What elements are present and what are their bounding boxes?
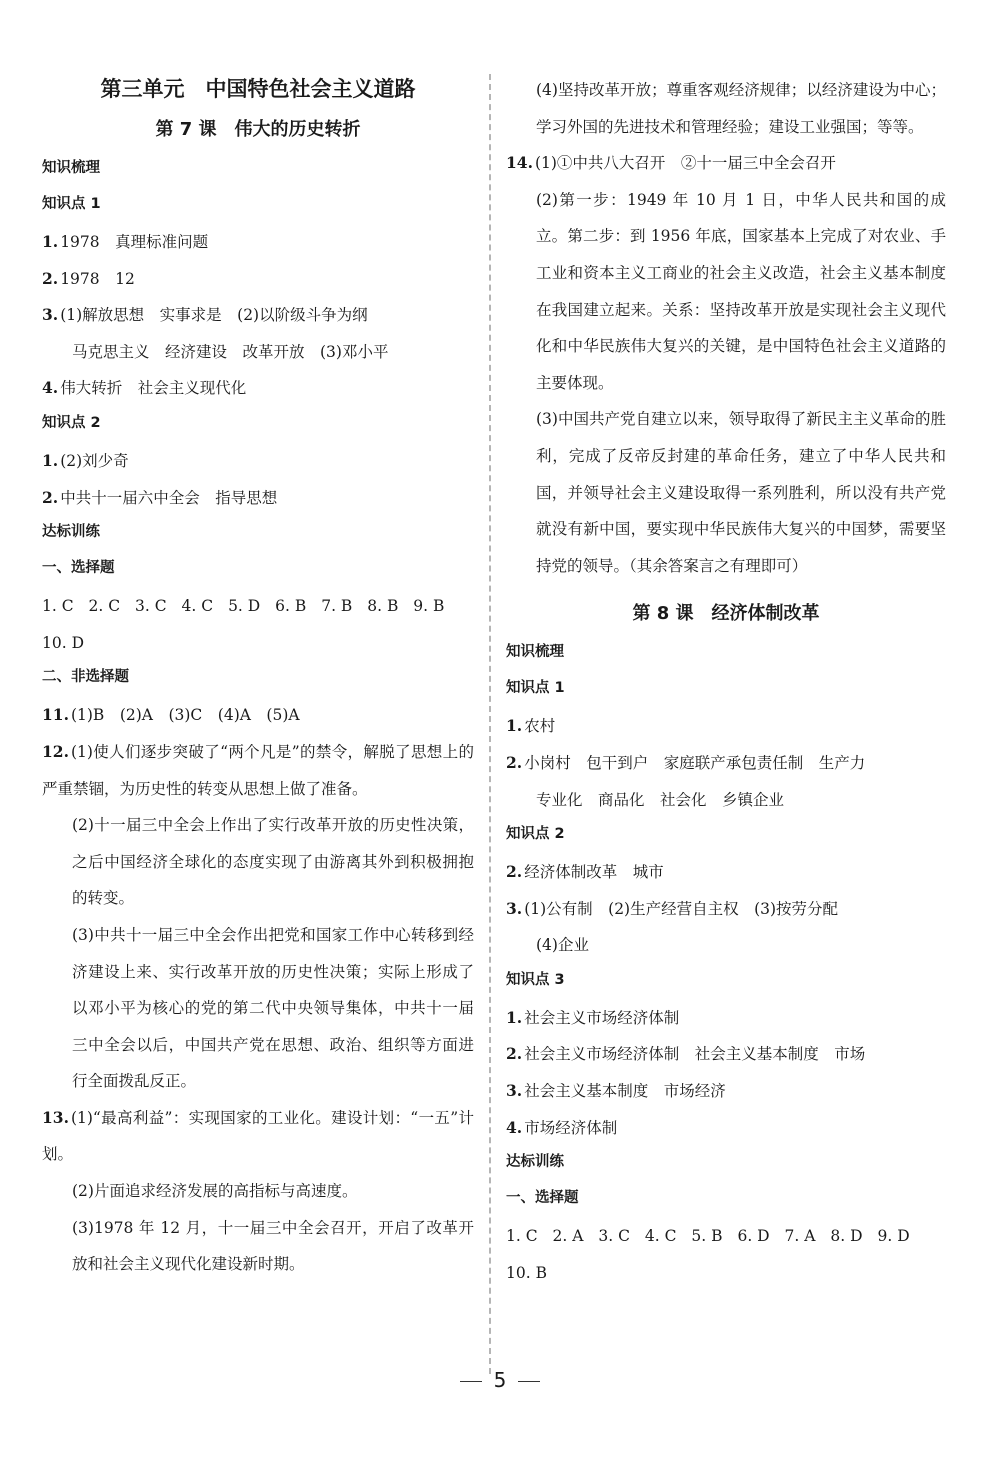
choice-answer: 5. D [228, 597, 261, 616]
answer-line: 1. 1978 真理标准问题 [42, 232, 209, 251]
column-divider [489, 74, 491, 1374]
choice-answer: 6. D [737, 1227, 770, 1246]
question-13-part-2: (2)片面追求经济发展的高指标与高速度。 [72, 1182, 358, 1201]
answer-line: (4)企业 [536, 936, 589, 955]
question-13-answer: 13. (1)“最高利益”：实现国家的工业化。建设计划：“一五”计划。 [42, 1107, 474, 1164]
knowledge-point-1-heading: 知识点 1 [42, 196, 101, 212]
choice-answer: 9. B [413, 597, 445, 616]
answer-line: 2. 1978 12 [42, 268, 135, 288]
knowledge-point-1-heading: 知识点 1 [506, 680, 565, 697]
left-column [42, 72, 474, 1283]
choice-answer: 9. D [877, 1227, 910, 1246]
choice-answer: 3. C [598, 1227, 630, 1246]
answer-line: 专业化 商品化 社会化 乡镇企业 [536, 790, 785, 809]
choice-answer: 7. A [784, 1227, 816, 1246]
page-number-text: 5 [493, 1368, 507, 1392]
choice-answer: 8. D [830, 1227, 863, 1246]
choice-answer-10: 10. B [506, 1263, 547, 1282]
non-choice-heading: 二、非选择题 [42, 669, 129, 686]
training-heading: 达标训练 [506, 1154, 564, 1171]
training-heading: 达标训练 [42, 524, 100, 541]
page-number-dash [518, 1381, 540, 1382]
answer-line: 2. 经济体制改革 城市 [506, 862, 664, 882]
choice-answer: 2. A [552, 1227, 584, 1246]
answer-line: 2. 社会主义市场经济体制 社会主义基本制度 市场 [506, 1044, 866, 1064]
choice-answer: 6. B [275, 597, 307, 616]
answer-line: 3. 社会主义基本制度 市场经济 [506, 1081, 726, 1101]
answer-line: 2. 小岗村 包干到户 家庭联产承包责任制 生产力 [506, 752, 866, 772]
unit-title: 第三单元 中国特色社会主义道路 [100, 77, 416, 101]
choice-answer: 8. B [367, 597, 399, 616]
question-12-part-2: (2)十一届三中全会上作出了实行改革开放的历史性决策，之后中国经济全球化的态度实现了由游离其外到积极拥抱的转变。 [72, 816, 474, 908]
choice-answer: 4. C [181, 597, 214, 616]
answer-line: 马克思主义 经济建设 改革开放 (3)邓小平 [72, 342, 389, 361]
answer-line: 1. 社会主义市场经济体制 [506, 1007, 680, 1027]
question-14-part-3: (3)中国共产党自建立以来，领导取得了新民主主义革命的胜利，完成了反帝反封建的革命任务，建立了中华人民共和国，并领导社会主义建设取得一系列胜利，所以没有共产党就没有新中国，要实现中华民族伟大复兴的中国梦，需要坚持党的领导。（其余答案言之有理即可） [536, 410, 946, 575]
question-12-answer: 12. (1)使人们逐步突破了“两个凡是”的禁令，解脱了思想上的严重禁锢，为历史性的转变从思想上做了准备。 [42, 741, 474, 798]
choice-answers [506, 1218, 946, 1255]
right-column [506, 72, 946, 1291]
knowledge-review-heading: 知识梳理 [506, 644, 564, 661]
question-12-part-3: (3)中共十一届三中全会作出把党和国家工作中心转移到经济建设上来、实行改革开放的历史性决策；实际上形成了以邓小平为核心的党的第二代中央领导集体，中共十一届三中全会以后，中国共产党在思想、政治、组织等方面进行全面拨乱反正。 [72, 925, 474, 1091]
knowledge-point-2-heading: 知识点 2 [42, 414, 101, 431]
answer-line: 1. 农村 [506, 716, 556, 736]
knowledge-review-heading: 知识梳理 [42, 160, 100, 176]
choice-answer-10: 10. D [42, 633, 85, 652]
question-14-part-2: (2)第一步：1949 年 10 月 1 日，中华人民共和国的成立。第二步：到 1956 年底，国家基本上完成了对农业、手工业和资本主义工商业的社会主义改造，社会主义基本制度在我国建立起来。关系：坚持改革开放是实现社会主义现代化和中华民族伟大复兴的关键，是中国特色社会主义道路的主要体现。 [536, 190, 946, 392]
choice-answer: 2. C [88, 597, 121, 616]
answer-line: 4. 伟大转折 社会主义现代化 [42, 378, 247, 398]
choice-heading: 一、选择题 [42, 560, 115, 577]
knowledge-point-2-heading: 知识点 2 [506, 826, 565, 843]
answer-line: 3. (1)解放思想 实事求是 (2)以阶级斗争为纲 [42, 305, 368, 325]
choice-heading: 一、选择题 [506, 1190, 579, 1207]
answer-line: 3. (1)公有制 (2)生产经营自主权 (3)按劳分配 [506, 898, 839, 918]
choice-answer: 1. C [506, 1227, 538, 1246]
choice-answer: 7. B [321, 597, 353, 616]
choice-answers [42, 588, 474, 625]
question-14-answer: 14. (1)①中共八大召开 ②十一届三中全会召开 [506, 153, 836, 173]
answer-line: 1. (2)刘少奇 [42, 450, 129, 470]
knowledge-point-3-heading: 知识点 3 [506, 971, 565, 988]
choice-answer: 3. C [135, 597, 167, 616]
choice-answer: 5. B [691, 1227, 723, 1246]
choice-answer: 1. C [42, 597, 74, 616]
answer-line: 4. 市场经济体制 [506, 1117, 618, 1137]
page-number-dash [460, 1381, 482, 1382]
lesson-7-title: 第 7 课 伟大的历史转折 [155, 119, 361, 140]
question-11-answer: 11. (1)B (2)A (3)C (4)A (5)A [42, 705, 300, 725]
answer-line: 2. 中共十一届六中全会 指导思想 [42, 487, 278, 507]
choice-answer: 4. C [644, 1227, 677, 1246]
page-number [0, 1368, 1000, 1392]
lesson-8-title: 第 8 课 经济体制改革 [632, 603, 820, 625]
question-13-part-4: (4)坚持改革开放；尊重客观经济规律；以经济建设为中心；学习外国的先进技术和管理经验；建设工业强国；等等。 [536, 81, 946, 136]
question-13-part-3: (3)1978 年 12 月，十一届三中全会召开，开启了改革开放和社会主义现代化建设新时期。 [72, 1218, 474, 1274]
